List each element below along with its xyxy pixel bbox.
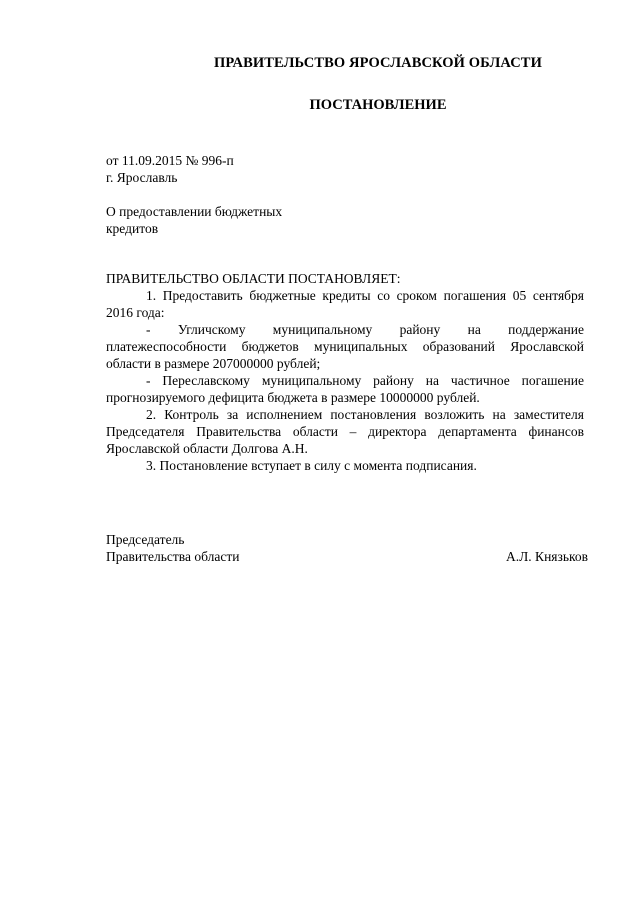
organization-title: ПРАВИТЕЛЬСТВО ЯРОСЛАВСКОЙ ОБЛАСТИ	[214, 55, 542, 71]
paragraph-item-3: 3. Постановление вступает в силу с момента подписания.	[146, 458, 477, 473]
signatory-name: А.Л. Князьков	[506, 549, 588, 564]
document-type-title: ПОСТАНОВЛЕНИЕ	[309, 97, 447, 113]
signature-block	[106, 531, 588, 565]
subject-line-1: О предоставлении бюджетных	[106, 204, 283, 219]
document-body	[106, 270, 584, 474]
preamble: ПРАВИТЕЛЬСТВО ОБЛАСТИ ПОСТАНОВЛЯЕТ:	[106, 271, 401, 286]
signatory-position-line-2: Правительства области	[106, 549, 240, 564]
paragraph-item-1: 1. Предоставить бюджетные кредиты со сроком погашения 05 сентября 2016 года:	[106, 288, 584, 320]
document-subject	[106, 203, 282, 237]
date-number: от 11.09.2015 № 996-п	[106, 153, 234, 168]
signatory-position-line-1: Председатель	[106, 532, 185, 547]
city: г. Ярославль	[106, 170, 178, 185]
subject-line-2: кредитов	[106, 221, 159, 236]
document-meta	[106, 152, 234, 186]
paragraph-item-1b: - Переславскому муниципальному району на частичное погашение прогнозируемого дефицита бюджета в размере 10000000 рублей.	[106, 373, 584, 405]
paragraph-item-2: 2. Контроль за исполнением постановления возложить на заместителя Председателя Правительства области – директора департамента финансов Ярославской области Долгова А.Н.	[106, 407, 584, 456]
paragraph-item-1a: - Угличскому муниципальному району на поддержание платежеспособности бюджетов муниципальных образований Ярославской области в размере 207000000 рублей;	[106, 322, 584, 371]
